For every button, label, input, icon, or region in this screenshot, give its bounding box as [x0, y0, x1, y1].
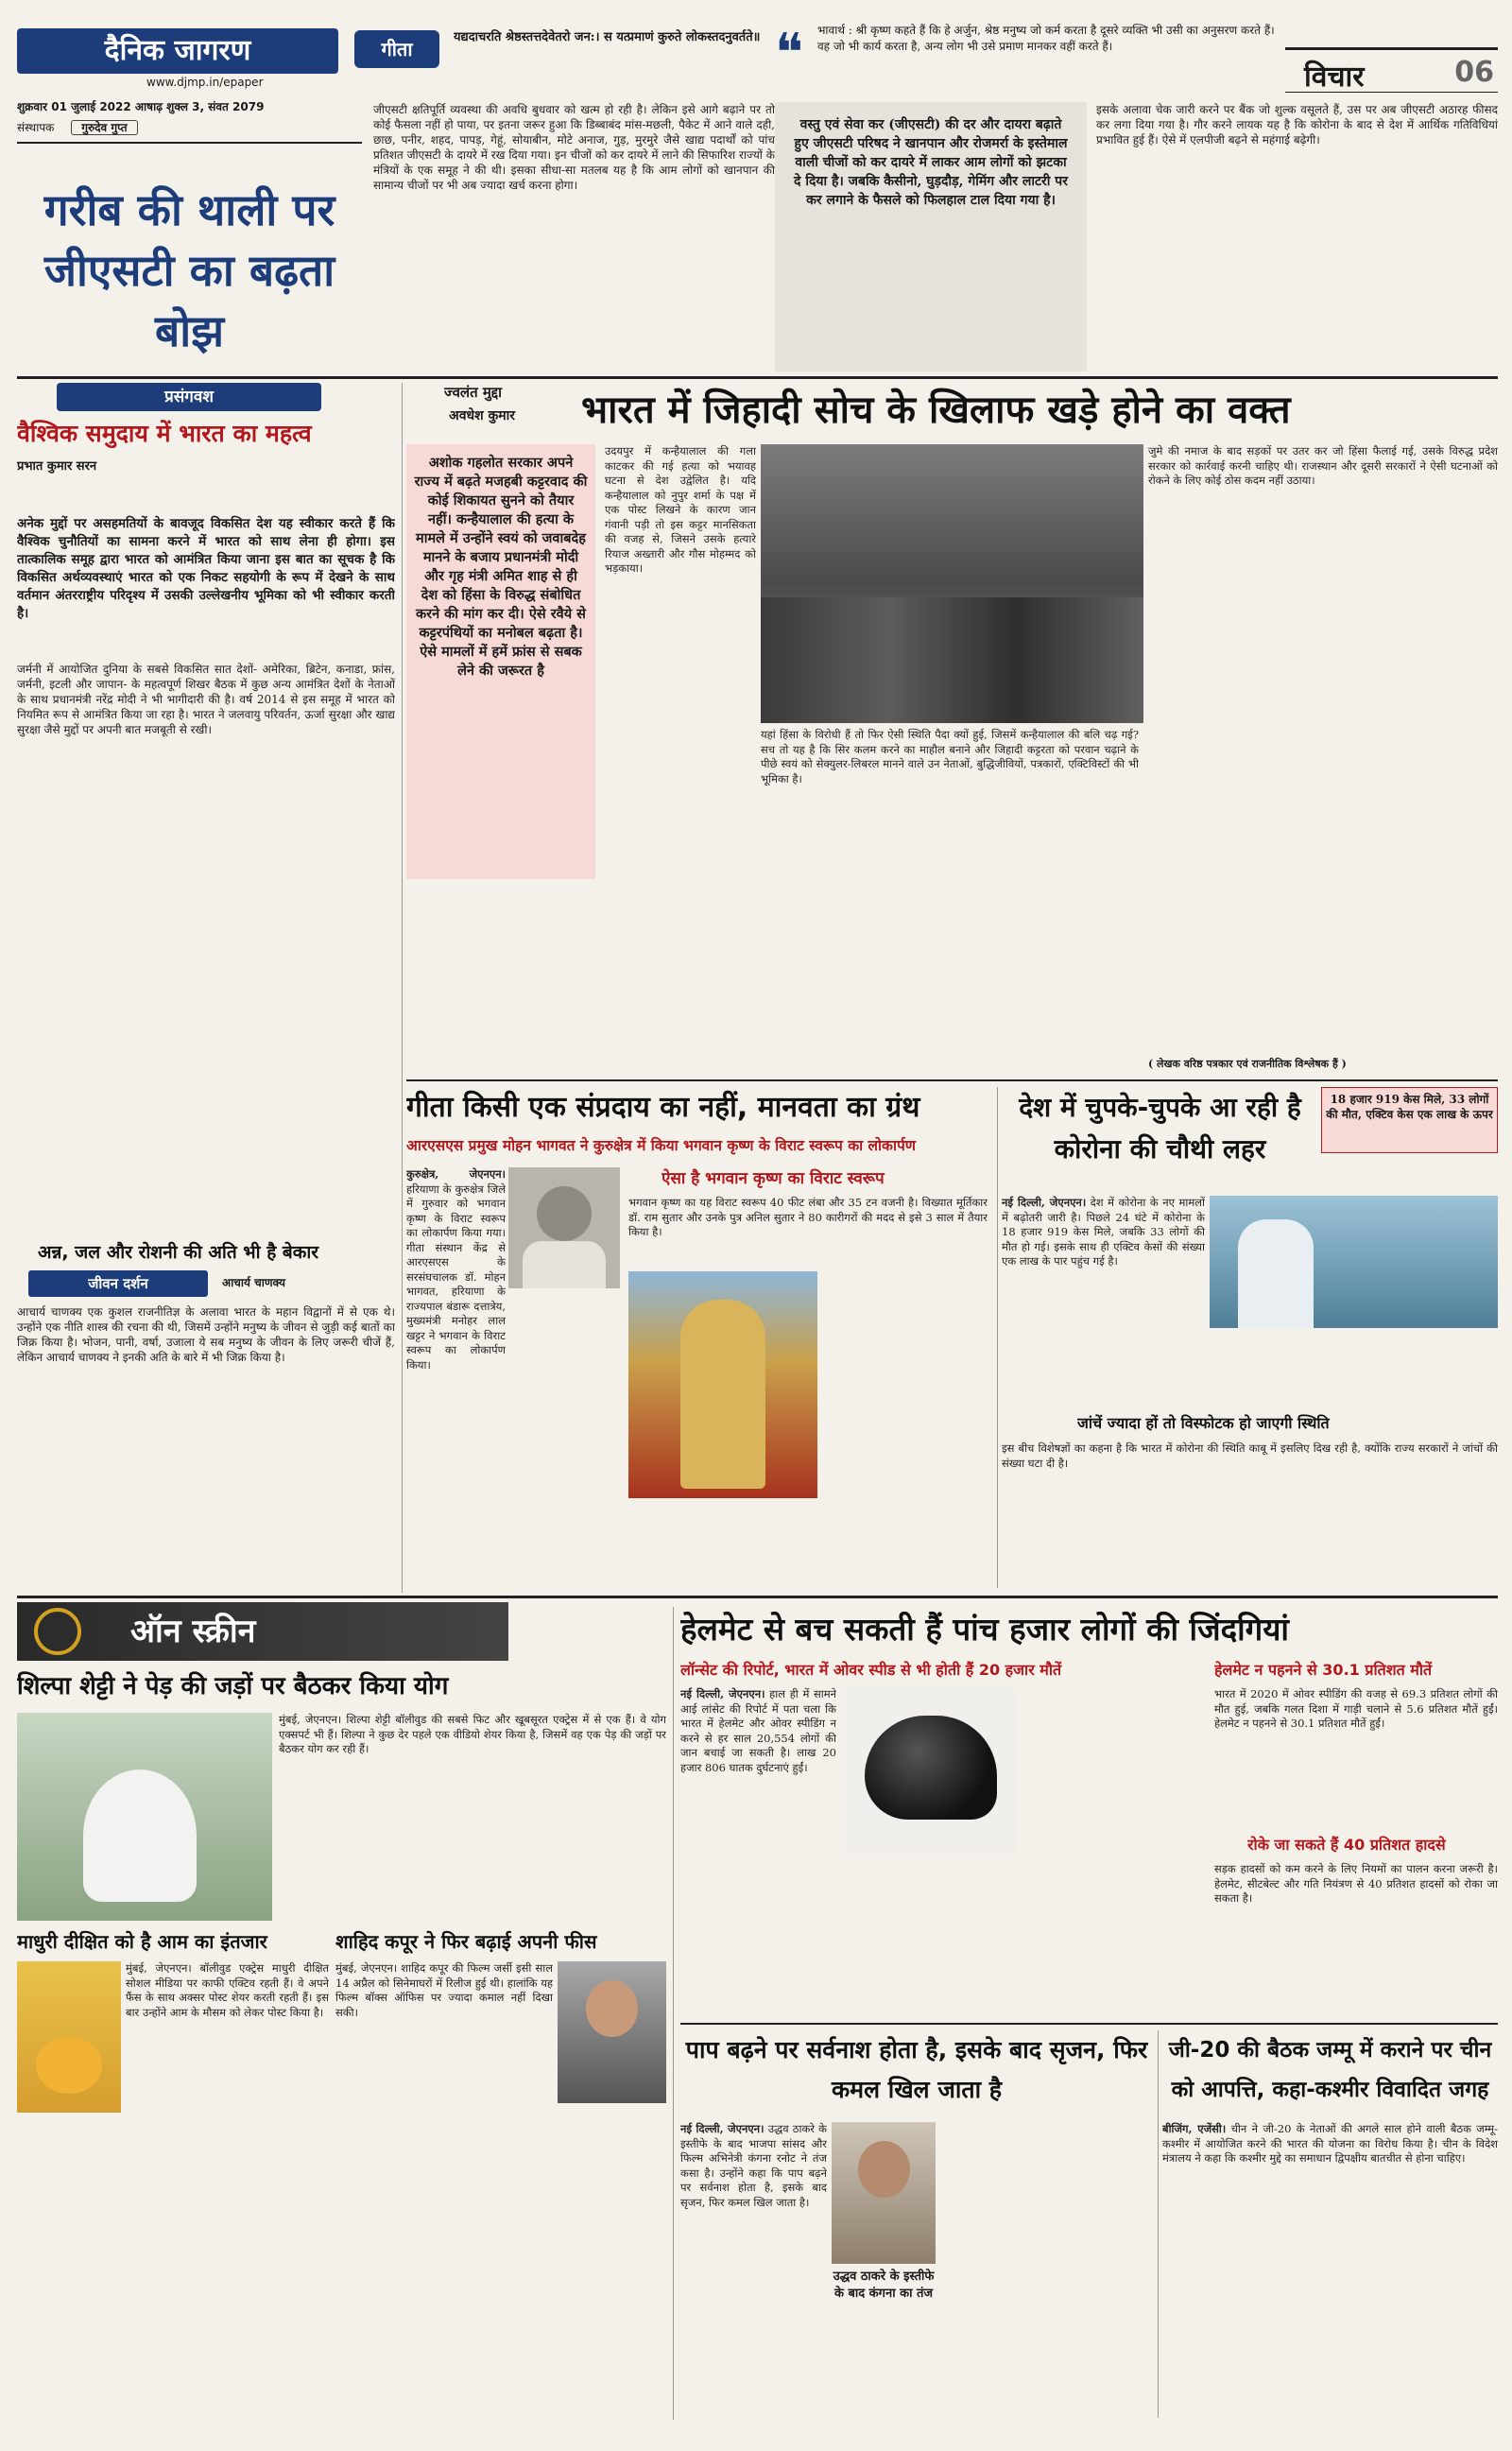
corona-dateline: नई दिल्ली, जेएनएन। — [1002, 1196, 1087, 1209]
helmet-divider — [680, 2023, 1498, 2025]
main-story-col2: यहां हिंसा के विरोधी हैं तो फिर ऐसी स्थिति पैदा क्यों हुई, जिसमें कन्हैयालाल की बलि चढ़ गई? सच तो यह है कि सिर कलम करने का माहौल बनाने और जिहादी कट्टरता को परवान चढ़ाने के पीछे स्वयं को सेक्युलर-लिबरल मानने वाले उन नेताओं, बुद्धिजीवियों, पत्रकारों, एक्टिविस्टों की भी भूमिका है। — [761, 728, 1139, 785]
section-name: विचार — [1304, 60, 1365, 93]
corona-test-photo — [1210, 1196, 1498, 1328]
jeevan-headline: अन्न, जल और रोशनी की अति भी है बेकार — [38, 1242, 319, 1263]
actor-portrait-image — [586, 1980, 638, 2037]
yoga-pose-image — [83, 1769, 197, 1902]
paap-body-2 — [940, 2122, 1153, 2415]
column-divider-paap — [1158, 2030, 1159, 2418]
corona-headline: देश में चुपके-चुपके आ रही है कोरोना की चौथी लहर — [1019, 1092, 1301, 1165]
jeevan-tag: जीवन दर्शन — [28, 1270, 208, 1297]
prasangvash-author: प्रभात कुमार सरन — [17, 459, 97, 474]
helmet-side-body: भारत में 2020 में ओवर स्पीडिंग की वजह से 69.3 प्रतिशत लोगों की मौत हुई, जबकि गलत दिशा में गाड़ी चलाने से 5.6 प्रतिशत मौतें हुईं। हेलमेट न पहनने से 30.1 प्रतिशत मौतें हुईं। — [1214, 1687, 1498, 1730]
main-story-pullquote-box — [406, 444, 595, 879]
madhuri-body: मुंबई, जेएनएन। बॉलीवुड एक्ट्रेस माधुरी दीक्षित सोशल मीडिया पर काफी एक्टिव रहती हैं। वे अपने फैंस के साथ अक्सर पोस्ट शेयर करती रहती हैं। इस बार उन्होंने आम के मौसम को लेकर पोस्ट किया है। — [126, 1961, 329, 2019]
helmet-body-2 — [1021, 1687, 1205, 2018]
krishna-statue-photo — [628, 1271, 817, 1498]
paap-dateline: नई दिल्ली, जेएनएन। — [680, 2122, 765, 2135]
main-story-author: अवधेश कुमार — [449, 408, 515, 423]
shilpa-body: मुंबई, जेएनएन। शिल्पा शेट्टी बॉलीवुड की सबसे फिट और खूबसूरत एक्ट्रेस में से एक हैं। वे योग एक्सपर्ट भी हैं। शिल्पा ने कुछ देर पहले एक वीडियो शेयर किया है, जिसमें वह एक पेड़ की जड़ों पर बैठकर योग कर रही हैं। — [279, 1713, 666, 1755]
helmet-dateline: नई दिल्ली, जेएनएन। — [680, 1687, 765, 1700]
helmet-image — [865, 1716, 997, 1820]
paper-name: दैनिक जागरण — [104, 34, 251, 67]
column-divider-bottom — [673, 1607, 674, 2420]
gita-story-text: हरियाणा के कुरुक्षेत्र जिले में गुरुवार को भगवान कृष्ण के विराट स्वरूप का लोकार्पण किया गया। गीता संस्थान केंद्र से आरएसएस के सरसंघचालक डॉ. मोहन भागवत, हरियाणा के राज्यपाल बंडारू दत्तात्रेय, मुख्यमंत्री मनोहर लाल खट्टर ने भगवान के विराट स्वरूप का लोकार्पण किया। — [406, 1182, 506, 1372]
corona-body — [1002, 1196, 1205, 1399]
kangana-caption: उद्धव ठाकरे के इस्तीफे के बाद कंगना का तंज — [833, 2270, 935, 2301]
helmet-photo — [841, 1687, 1016, 1857]
helmet-side-head-2: रोके जा सकते हैं 40 प्रतिशत हादसे — [1247, 1836, 1446, 1854]
gita-story-body-2 — [508, 1295, 622, 1588]
helmet-side-head: हेलमेट न पहनने से 30.1 प्रतिशत मौतें — [1214, 1661, 1433, 1679]
shahid-body: मुंबई, जेएनएन। शाहिद कपूर की फिल्म जर्सी इसी साल 14 अप्रैल को सिनेमाघरों में रिलीज हुई थी। हालांकि यह फिल्म बॉक्स ऑफिस पर ज्यादा कमाल नहीं दिखा सकी। — [335, 1961, 553, 2019]
helmet-headline: हेलमेट से बच सकती हैं पांच हजार लोगों की जिंदगियां — [680, 1611, 1289, 1648]
quote-mark-icon: ❝ — [775, 23, 804, 70]
street-crowd-image — [761, 597, 1143, 723]
editorial-quote-box — [775, 102, 1087, 371]
main-story-col1: उदयपुर में कन्हैयालाल की गला काटकर की गई हत्या को भयावह घटना से देश उद्वेलित है। यदि कन्हैयालाल को नुपुर शर्मा के पक्ष में एक पोस्ट लिखने के कारण जान गंवानी पड़ी तो इस कट्टर मानसिकता की वजह से, जिसने उसके हत्यारे रियाज अख्तारी और गौस मोहम्मद को भड़काया। — [605, 444, 756, 575]
jeevan-body: आचार्य चाणक्य एक कुशल राजनीतिज्ञ के अलावा भारत के महान विद्वानों में से एक थे। उन्होंने एक नीति शास्त्र की रचना की थी, जिसमें उन्होंने मनुष्य के जीवन से जुड़ी कई बातों का जिक्र किया है। भोजन, पानी, वर्षा, उजाला ये सब मनुष्य के जीवन के लिए जरूरी चीजें हैं, लेकिन आचार्य चाणक्य ने इनकी अति के बारे में भी जिक्र किया है। — [17, 1305, 395, 1364]
corona-body-2 — [1210, 1333, 1498, 1408]
paap-headline: पाप बढ़ने पर सर्वनाश होता है, इसके बाद सृजन, फिर कमल खिल जाता है — [685, 2036, 1148, 2103]
masthead-divider — [17, 142, 362, 144]
prasangvash-lead: अनेक मुद्दों पर असहमतियों के बावजूद विकसित देश यह स्वीकार करते हैं कि वैश्विक चुनौतियों का सामना करने में भारत को साथ लेना ही होगा। इस तात्कालिक समूह द्वारा भारत को आमंत्रित किया जाना इस बात का सूचक है कि विकसित अर्थव्यवस्थाएं भारत को एक निकट सहयोगी के रूप में देखने के साथ वर्तमान अंतरराष्ट्रीय परिदृश्य में उसकी उल्लेखनीय भूमिका को भी स्वीकार करती है। — [17, 516, 395, 621]
gita-story-body — [406, 1167, 506, 1588]
main-story-pullquote: अशोक गहलोत सरकार अपने राज्य में बढ़ते मजहबी कट्टरवाद की कोई शिकायत सुनने को तैयार नहीं। कन्हैयालाल की हत्या के मामले में उन्होंने स्वयं को जवाबदेह मानने के बजाय प्रधानमंत्री मोदी और गृह मंत्री अमित शाह से ही देश को हिंसा के विरुद्ध संबोधित करने की मांग कर दी। ऐसे रवैये से कट्टरपंथियों का मनोबल बढ़ता है। ऐसे मामलों में हमें फ्रांस से सबक लेने की जरूरत है — [414, 455, 588, 679]
editorial-body-1: जीएसटी क्षतिपूर्ति व्यवस्था की अवधि बुधवार को खत्म हो रही है। लेकिन इसे आगे बढ़ाने पर तो कोई फैसला नहीं हो पाया, पर इतना जरूर हुआ कि डिब्बाबंद मांस-मछली, पैकेट में आने वाले दही, छाछ, पनीर, शहद, पापड़, गेहूं, सोयाबीन, मोटे अनाज, गुड़, मुरमुरे जैसे खाद्य पदार्थों को पांच प्रतिशत जीएसटी के दायरे में रख दिया गया। इन चीजों को कर दायरे में लाने की सिफारिश राज्यों के मंत्रियों के एक समूह ने की थी। इसका सीधा-सा मतलब यह है कि आम लोगों को खानपान की सामान्य चीजों पर भी अब ज्यादा खर्च करना होगा। — [373, 103, 775, 192]
paap-text: उद्धव ठाकरे के इस्तीफे के बाद भाजपा सांसद और फिल्म अभिनेत्री कंगना रनोट ने तंज कसा है। उन्होंने कहा कि पाप बढ़ने पर सर्वनाश होता है, इसके बाद सृजन, फिर कमल खिल जाता है। — [680, 2122, 827, 2209]
column-divider-left — [402, 383, 403, 1593]
paap-body — [680, 2122, 827, 2415]
mid-divider — [406, 1079, 1498, 1081]
shahid-photo — [558, 1961, 666, 2103]
statue-image — [680, 1300, 765, 1489]
helmet-body-3 — [841, 1862, 1016, 2018]
editor-line — [17, 119, 357, 135]
gita-label — [354, 30, 439, 68]
main-story-tag: ज्वलंत मुद्दा — [444, 384, 502, 401]
g20-headline: जी-20 की बैठक जम्मू में कराने पर चीन को आपत्ति, कहा-कश्मीर विवादित जगह — [1168, 2038, 1492, 2102]
madhuri-headline: माधुरी दीक्षित को है आम का इंतजार — [17, 1930, 267, 1953]
g20-dateline: बीजिंग, एजेंसी। — [1162, 2122, 1227, 2135]
main-story-col1b — [406, 889, 756, 1073]
gita-bhavarth: भावार्थ : श्री कृष्ण कहते हैं कि हे अर्जुन, श्रेष्ठ मनुष्य जो कर्म करता है दूसरे व्यक्ति भी उसी का अनुसरण करते हैं। वह जो भी कार्य करता है, अन्य लोग भी उसे प्रमाण मानकर वहीं करते हैं। — [817, 24, 1275, 53]
corona-text: देश में कोरोना के नए मामलों में बढ़ोतरी जारी है। पिछले 24 घंटे में कोरोना के 18 हजार 919 केस मिले, जबकि 33 लोगों की मौत हो गई। इसके साथ ही एक्टिव केसों की संख्या एक लाख के पार पहुंच गई है। — [1002, 1196, 1205, 1268]
gita-box-body-2 — [824, 1271, 989, 1498]
shilpa-photo — [17, 1713, 272, 1921]
prasangvash-tag: प्रसंगवश — [57, 383, 321, 411]
section-head — [1285, 47, 1498, 93]
kangana-photo — [832, 2122, 936, 2264]
portrait-image — [537, 1186, 592, 1241]
corona-badge-text: 18 हजार 919 केस मिले, 33 लोगों की मौत, एक्टिव केस एक लाख के ऊपर — [1326, 1093, 1493, 1121]
portrait-image-2 — [858, 2141, 910, 2198]
g20-text: चीन ने जी-20 के नेताओं की अगले साल होने वाली बैठक जम्मू-कश्मीर में आयोजित करने की भारत की योजना का विरोध किया है। चीन के विदेश मंत्रालय ने कहा कि कश्मीर मुद्दे का समाधान द्विपक्षीय बातचीत से होना चाहिए। — [1162, 2122, 1498, 2165]
g20-body — [1162, 2122, 1498, 2415]
gita-shloka: यद्यदाचरति श्रेष्ठस्तत्तदेवेतरो जन:। स यत्प्रमाणं कुरुते लोकस्तदनुवर्तते॥ — [454, 30, 761, 44]
editorial-body-2: इसके अलावा चेक जारी करने पर बैंक जो शुल्क वसूलते हैं, उस पर अब जीएसटी अठारह फीसद कर लगा दिया गया है। गौर करने लायक यह है कि कोरोना के बाद से देश में आर्थिक गतिविधियां प्रभावित हुई हैं। ऐसे में एलपीजी बढ़ने से महंगाई बढ़ेगी। — [1096, 103, 1498, 147]
lower-divider — [17, 1596, 1498, 1598]
top-divider — [17, 376, 1498, 379]
gita-label-text: गीता — [381, 38, 413, 60]
main-story-headline: भारत में जिहादी सोच के खिलाफ खड़े होने का वक्त — [581, 388, 1291, 432]
film-reel-icon — [34, 1608, 81, 1655]
gita-story-headline: गीता किसी एक संप्रदाय का नहीं, मानवता का ग्रंथ — [406, 1091, 920, 1124]
editorial-headline: गरीब की थाली पर जीएसटी का बढ़ता बोझ — [43, 184, 335, 356]
on-screen-banner — [17, 1602, 508, 1661]
epaper-url[interactable]: www.djmp.in/epaper — [146, 76, 264, 89]
main-story-photo — [761, 444, 1143, 723]
shahid-headline: शाहिद कपूर ने फिर बढ़ाई अपनी फीस — [335, 1930, 597, 1953]
page-number: 06 — [1454, 56, 1494, 89]
helmet-side-body-2: सड़क हादसों को कम करने के लिए नियमों का पालन करना जरूरी है। हेलमेट, सीटबेल्ट और गति नियंत्रण से 40 प्रतिशत हादसों को रोका जा सकता है। — [1214, 1862, 1498, 1905]
corona-body-3: इस बीच विशेषज्ञों का कहना है कि भारत में कोरोना की स्थिति काबू में इसलिए दिख रही है, क्योंकि राज्य सरकारों ने जांचों की संख्या घटा दी है। — [1002, 1441, 1498, 1470]
editor-label: संस्थापक — [17, 121, 55, 134]
jeevan-author: आचार्य चाणक्य — [222, 1276, 285, 1289]
ppe-worker-image — [1238, 1219, 1314, 1328]
corona-badge — [1321, 1087, 1498, 1153]
helmet-text: हाल ही में सामने आई लांसेट की रिपोर्ट में पता चला कि भारत में हेलमेट और ओवर स्पीडिंग न करने से हर साल 20,554 लोगों की जान बचाई जा सकती है। लाख 20 हजार 806 घातक दुर्घटनाएं हुईं। — [680, 1687, 836, 1774]
on-screen-label: ऑन स्क्रीन — [130, 1613, 256, 1650]
gita-box-body: भगवान कृष्ण का यह विराट स्वरूप 40 फीट लंबा और 35 टन वजनी है। विख्यात मूर्तिकार डॉ. राम सुतार और उनके पुत्र अनिल सुतार ने 80 कारीगरों की मदद से इसे 3 साल में तैयार किया है। — [628, 1196, 988, 1238]
paper-logo — [17, 28, 338, 74]
mohan-bhagwat-photo — [508, 1167, 620, 1288]
main-story-col3: जुमे की नमाज के बाद सड़कों पर उतर कर जो हिंसा फैलाई गई, उसके विरुद्ध प्रदेश सरकार को कार्रवाई करनी चाहिए थी। राजस्थान और दूसरी सरकारों ने ऐसी घटनाओं को रोकने के लिए कोई ठोस कदम नहीं उठाया। — [1148, 444, 1498, 487]
shilpa-headline: शिल्पा शेट्टी ने पेड़ की जड़ों पर बैठकर किया योग — [17, 1672, 449, 1700]
helmet-subhead: लॉन्सेट की रिपोर्ट, भारत में ओवर स्पीड से भी होती हैं 20 हजार मौतें — [680, 1661, 1062, 1679]
prasangvash-body: जर्मनी में आयोजित दुनिया के सबसे विकसित सात देशों- अमेरिका, ब्रिटेन, कनाडा, फ्रांस, जर्मनी, इटली और जापान- के महत्वपूर्ण शिखर बैठक में कुछ अन्य आमंत्रित देशों के नेताओं के साथ प्रधानमंत्री नरेंद्र मोदी ने भी भागीदारी की है। वर्ष 2014 से इस समूह में भारत को नियमित रूप से आमंत्रित किया जा रहा है। भारत ने जलवायु परिवर्तन, ऊर्जा सुरक्षा और खाद्य सुरक्षा जैसे मुद्दों पर अपनी बात मजबूती से रखी। — [17, 663, 395, 736]
editor-name: गुरुदेव गुप्त — [71, 120, 137, 135]
editorial-quote: वस्तु एवं सेवा कर (जीएसटी) की दर और दायरा बढ़ाते हुए जीएसटी परिषद ने खानपान और रोजमर्रा के इस्तेमाल वाली चीजों को कर दायरे में लाकर आम लोगों को झटका दे दिया है। जबकि कैसीनो, घुड़दौड़, गेमिंग और लाटरी पर कर लगाने के फैसले को फिलहाल टाल दिया गया है। — [794, 117, 1068, 208]
prasangvash-headline: वैश्विक समुदाय में भारत का महत्व — [17, 420, 312, 447]
helmet-body — [680, 1687, 836, 2018]
gita-box-title: ऐसा है भगवान कृष्ण का विराट स्वरूप — [662, 1169, 885, 1188]
gita-story-dateline: कुरुक्षेत्र, जेएनएन। — [406, 1167, 506, 1181]
gita-story-subhead: आरएसएस प्रमुख मोहन भागवत ने कुरुक्षेत्र में किया भगवान कृष्ण के विराट स्वरूप का लोकार्पण — [406, 1137, 916, 1154]
corona-subhead: जांचें ज्यादा हों तो विस्फोटक हो जाएगी स्थिति — [1077, 1414, 1330, 1432]
date-line: शुक्रवार 01 जुलाई 2022 आषाढ़ शुक्ल 3, संवत 2079 — [17, 100, 265, 113]
main-story-credit: ( लेखक वरिष्ठ पत्रकार एवं राजनीतिक विश्लेषक हैं ) — [1148, 1058, 1347, 1070]
column-divider-gita — [997, 1087, 998, 1588]
